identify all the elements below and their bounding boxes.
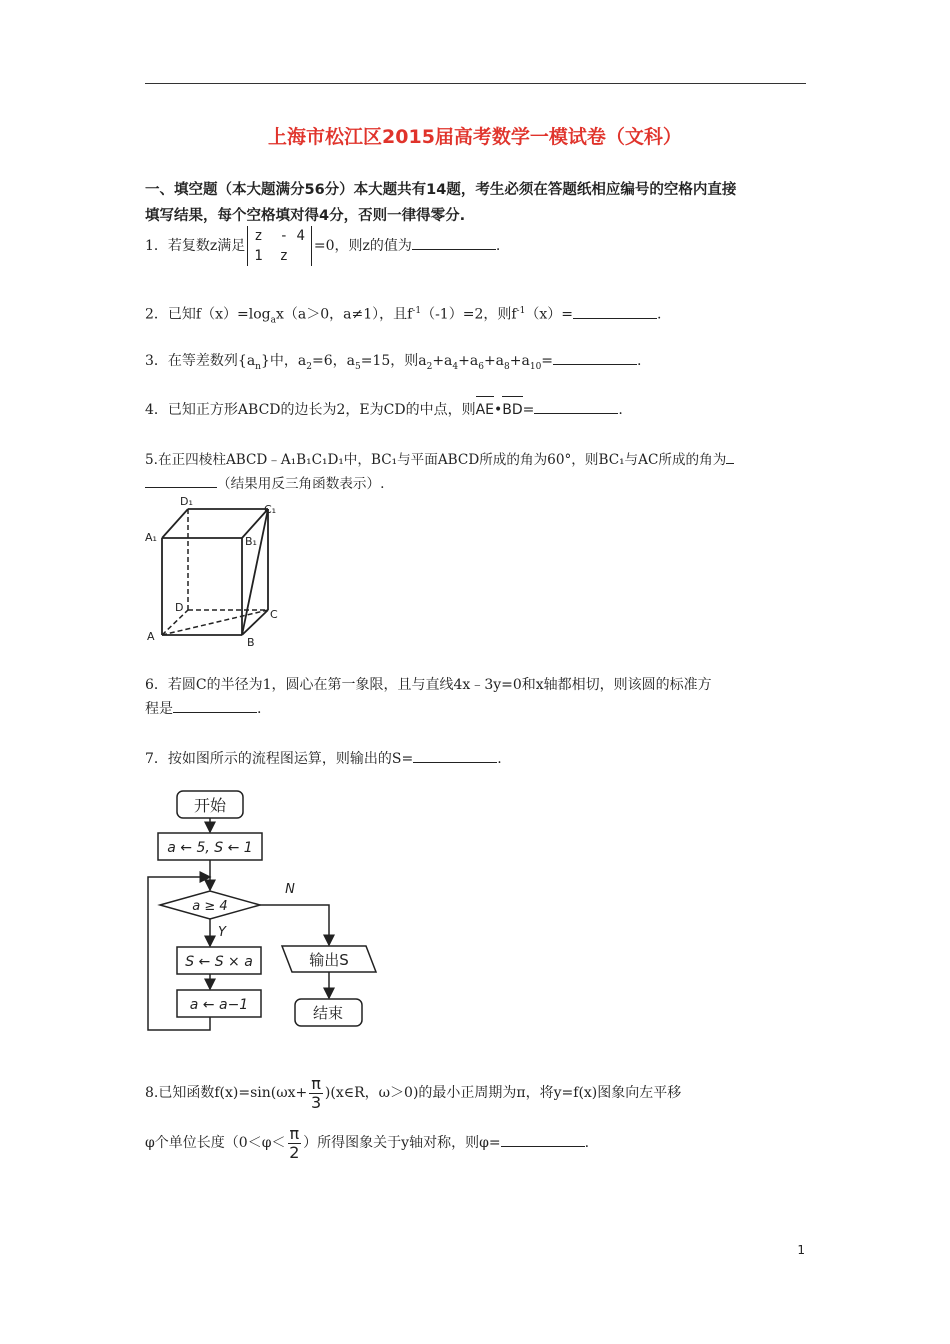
question-6 [145,673,810,721]
q3-sub-10: 10 [529,361,542,372]
frac2-den: 2 [289,1142,300,1162]
q5-line-2: （结果用反三角函数表示）. [217,476,385,492]
q2-text-3: （-1）=2，则f [421,306,517,323]
q1-end: . [495,238,501,254]
label-b: B [247,636,255,649]
q3-t3: =6，a [311,353,355,369]
prism-figure [140,495,290,650]
fraction-pi-2 [288,1125,302,1162]
answer-blank-2[interactable] [573,304,657,319]
answer-blank-8[interactable] [501,1132,585,1147]
q6-line-1: 6．若圆C的半径为1，圆心在第一象限，且与直线4x﹣3y=0和x轴都相切，则该圆的标准方 [145,677,712,693]
header-rule [145,83,806,84]
q3-t4: =15，则a [360,353,427,369]
label-d1: D₁ [180,495,193,508]
q1-prefix: 1．若复数z满足 [145,238,246,254]
q2-text-2: x（a＞0，a≠1），且f [275,306,413,323]
section-heading [145,177,810,229]
q3-t2: }中，a [260,353,307,369]
dot-product: • [494,402,503,418]
step1-label: S ← S × a [185,954,253,970]
frac2-num: π [289,1123,300,1143]
section-line-2: 填写结果，每个空格填对得4分，否则一律得零分. [145,208,466,224]
yes-label: Y [218,925,226,940]
flowchart [140,785,400,1040]
answer-blank-6[interactable] [173,698,257,713]
page-title: 上海市松江区2015届高考数学一模试卷（文科） [268,126,682,148]
label-d: D [175,601,184,614]
q3-sub-5: 5 [354,361,361,372]
vector-bd: BD [502,398,522,422]
question-3 [145,349,810,379]
q7-text: 7．按如图所示的流程图运算，则输出的S= [145,751,414,767]
q3-p3: +a [483,353,505,369]
q8-a: 8.已知函数f(x)=sin(ωx+ [145,1085,308,1101]
label-b1: B₁ [245,535,257,548]
answer-blank-7[interactable] [413,748,497,763]
question-1 [145,226,810,266]
q3-t5: = [541,353,554,369]
q3-t1: 3．在等差数列{a [145,353,256,369]
q3-sub-n: n [255,361,261,372]
question-7 [145,747,810,771]
vector-ae: AE [476,398,494,422]
question-4 [145,398,810,422]
q3-p2: +a [458,353,479,369]
q3-sub-6: 6 [478,361,484,372]
cond-label: a ≥ 4 [192,899,228,914]
q3-end: . [637,353,642,369]
step2-label: a ← a−1 [189,997,249,1013]
q3-sub-2: 2 [306,361,312,372]
q1-suffix: =0，则z的值为 [313,238,412,254]
q3-sub-8: 8 [504,361,510,372]
q2-sup-1: -1 [412,306,422,316]
init-label: a ← 5, S ← 1 [167,840,253,856]
answer-blank-5[interactable] [145,473,217,488]
label-c1: C₁ [264,503,277,516]
q6-end: . [257,701,262,717]
no-label: N [285,882,295,897]
label-a: A [147,630,155,643]
q3-p1: +a [432,353,453,369]
answer-blank-3[interactable] [553,350,637,365]
question-8 [145,1071,810,1165]
q8-end: . [584,1135,590,1151]
frac-den: 3 [311,1092,322,1112]
q2-sup-2: -1 [516,306,526,316]
fraction-pi-3 [309,1075,323,1112]
determinant [247,226,312,266]
q3-sub-4: 4 [452,361,459,372]
question-5 [145,448,810,496]
q8-c: φ个单位长度（0＜φ＜ [145,1135,286,1151]
q5-line-1: 5.在正四棱柱ABCD﹣A₁B₁C₁D₁中，BC₁与平面ABCD所成的角为60°，则BC₁与AC所成的角为 [145,452,727,468]
end-label: 结束 [312,1004,344,1022]
q8-b: )(x∈R，ω＞0)的最小正周期为π，将y=f(x)图象向左平移 [324,1085,682,1101]
q3-p4: +a [509,353,530,369]
answer-blank-5a[interactable] [726,449,734,464]
label-c: C [270,608,278,621]
q2-text-1: 2．已知f（x）=log [145,306,271,323]
question-2 [145,299,810,332]
q4-text: 4．已知正方形ABCD的边长为2，E为CD的中点，则 [145,402,476,418]
start-label: 开始 [193,796,227,815]
q4-eq: = [522,402,535,418]
q2-sub: a [270,315,276,326]
page-number: 1 [797,1243,805,1257]
frac-num: π [311,1073,321,1093]
det-row-2: 1 z [254,248,289,264]
answer-blank-1[interactable] [412,235,496,250]
q2-end: . [656,306,662,323]
q6-line-2: 程是 [145,701,173,717]
q2-text-4: （x）= [525,306,573,323]
label-a1: A₁ [145,531,157,544]
q3-sub-a2: 2 [426,361,433,372]
q4-end: . [618,402,623,418]
det-row-1: z - 4 [254,228,305,244]
q7-end: . [497,751,502,767]
section-line-1: 一、填空题（本大题满分56分）本大题共有14题，考生必须在答题纸相应编号的空格内直接 [145,182,737,198]
output-label: 输出S [309,951,349,969]
q8-d: ）所得图象关于y轴对称，则φ= [303,1135,501,1151]
answer-blank-4[interactable] [534,399,618,414]
